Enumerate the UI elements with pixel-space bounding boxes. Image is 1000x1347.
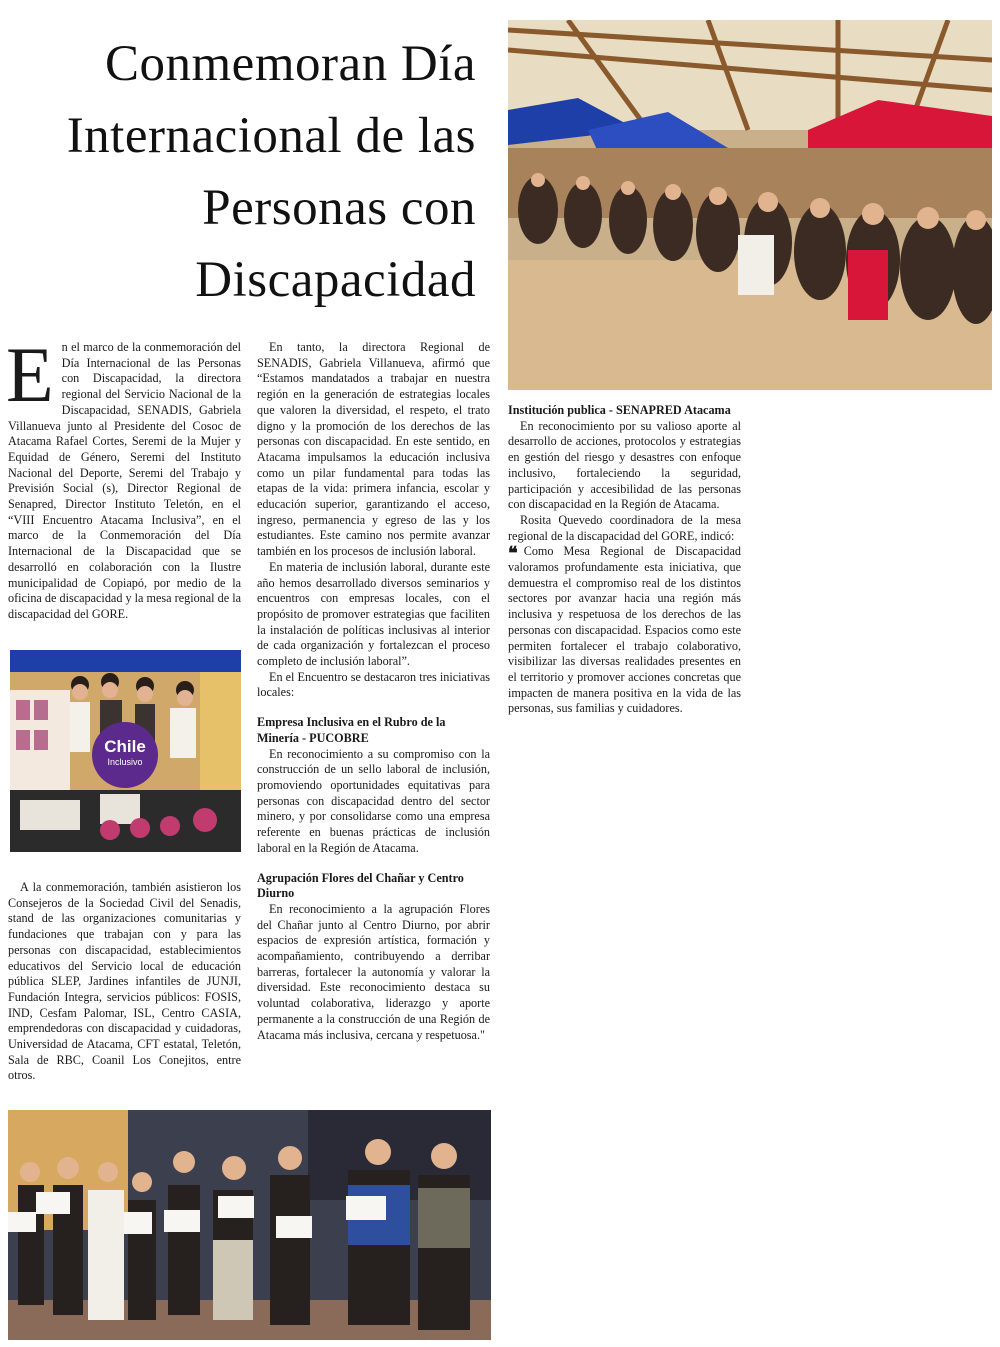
award-1-text: En reconocimiento a su compromiso con la construcción de un sello laboral de inclusión, promoviendo oportunidades equitativas para personas con discapacidad dentro del sector minero, y por consolidarse como una empresa referente en buenas prácticas de inclusión laboral en la Región de Atacama. xyxy=(257,746,490,855)
lead-paragraph: n el marco de la conmemoración del Día Internacional de las Personas con Discapacidad, la directora regional del Servicio Nacional de la Discapacidad, SENADIS, Gabriela Villanueva junto al Presidente del Cosoc de Atacama Rafael Cortes, Seremi de la Mujer y Equidad de Género, Seremi del Instituto Nacional del Deporte, Seremi del Trabajo y Previsión Social (s), Director Regional de Senapred, Director Instituto Teletón, en el “VIII Encuentro Atacama Inclusiva”, en el marco de la Conmemoración del Día Internacional de la Discapacidad que se desarrolló en colaboración con la Ilustre municipalidad de Copiapó, por medio de la oficina de discapacidad y la mesa regional de la discapacidad del GORE. xyxy=(8,340,241,621)
chile-inclusivo-logo xyxy=(92,722,158,788)
iniciativas-intro: En el Encuentro se destacaron tres iniciativas locales: xyxy=(257,669,490,700)
column-3 xyxy=(508,403,741,717)
drop-cap: E xyxy=(6,331,54,418)
senadis-quote-paragraph: En tanto, la directora Regional de SENADIS, Gabriela Villanueva, afirmó que “Estamos mandatados a trabajar en nuestra región en la generación de estrategias locales que valoren la diversidad, el respeto, el trato digno y la promoción de los derechos de las personas con discapacidad. En este sentido, en Atacama impulsamos la educación inclusiva como un pilar fundamental para todas las etapas de la vida: primera infancia, escolar y educación superior, garantizando el acceso, ingreso, permanencia y egreso de las y los estudiantes. Este camino nos permite avanzar también en los procesos de inclusión laboral. xyxy=(257,340,490,559)
attendees-paragraph: A la conmemoración, también asistieron los Consejeros de la Sociedad Civil del Senadis, stand de las organizaciones comunitarias y fundaciones que trabajan con y para las personas con discapacidad, establecimientos educativos del Servicio local de educación pública SLEP, Jardines infantiles de JUNJI, Fundación Integra, servicios públicos: FOSIS, IND, Cesfam Palomar, ISL, Centro CASIA, emprendedoras con discapacidad y cuidadoras, Universidad de Atacama, CFT estatal, Teletón, Sala de RBC, Coanil Los Conejitos, entre otros. xyxy=(8,880,241,1083)
logo-line-2: Inclusivo xyxy=(107,757,143,767)
quevedo-intro: Rosita Quevedo coordinadora de la mesa regional de la discapacidad del GORE, indicó: xyxy=(508,512,741,543)
audience-photo xyxy=(508,20,992,390)
stand-photo xyxy=(10,650,241,852)
award-1-title: Empresa Inclusiva en el Rubro de la Minería - PUCOBRE xyxy=(257,715,446,745)
quote-text: Como Mesa Regional de Discapacidad valoramos profundamente esta iniciativa, que demuestra el compromiso real de los distintos sectores por avanzar hacia una región más inclusiva y respetuosa de los derechos de las personas con discapacidad. Espacios como este permiten fortalecer el trabajo colaborativo, visibilizar las diversas realidades presentes en el territorio y promover acciones concretas que impacten de manera positiva en la vida de las personas, sus familias y cuidadores. xyxy=(508,544,741,716)
award-3-text: En reconocimiento por su valioso aporte al desarrollo de acciones, protocolos y estrategias en gestión del riesgo y desastres con enfoque inclusivo, fortaleciendo la seguridad, participación y accesibilidad de las personas con discapacidad en la Región de Atacama. xyxy=(508,418,741,512)
award-2-title: Agrupación Flores del Chañar y Centro Diurno xyxy=(257,870,464,901)
quote-mark-icon: ❝ xyxy=(508,543,518,565)
award-3-title: Institución publica - SENAPRED Atacama xyxy=(508,403,731,417)
article-headline: Conmemoran Día Internacional de las Personas con Discapacidad xyxy=(66,36,476,308)
inclusion-laboral-paragraph: En materia de inclusión laboral, durante este año hemos desarrollado diversos seminarios y encuentros con empresas locales, con el propósito de promover estrategias que faciliten la instalación de políticas inclusivas al interior de cada organización y fortalezcan el proceso completo de inclusión laboral”. xyxy=(257,559,490,669)
column-1 xyxy=(6,331,241,623)
logo-line-1: Chile xyxy=(104,737,146,756)
column-1-continued xyxy=(8,880,241,1084)
awards-photo xyxy=(8,1110,491,1340)
award-2-text: En reconocimiento a la agrupación Flores del Chañar junto al Centro Diurno, por abrir espacios de expresión artística, formación y acompañamiento, contribuyendo a derribar barreras, fortalecer la autonomía y valorar la diversidad. Este reconocimiento destaca su voluntad colaborativa, liderazgo y aporte permanente a la construcción de una Región de Atacama más inclusiva, cercana y respetuosa." xyxy=(257,901,490,1042)
quevedo-quote xyxy=(508,544,741,717)
column-2 xyxy=(257,340,490,1043)
